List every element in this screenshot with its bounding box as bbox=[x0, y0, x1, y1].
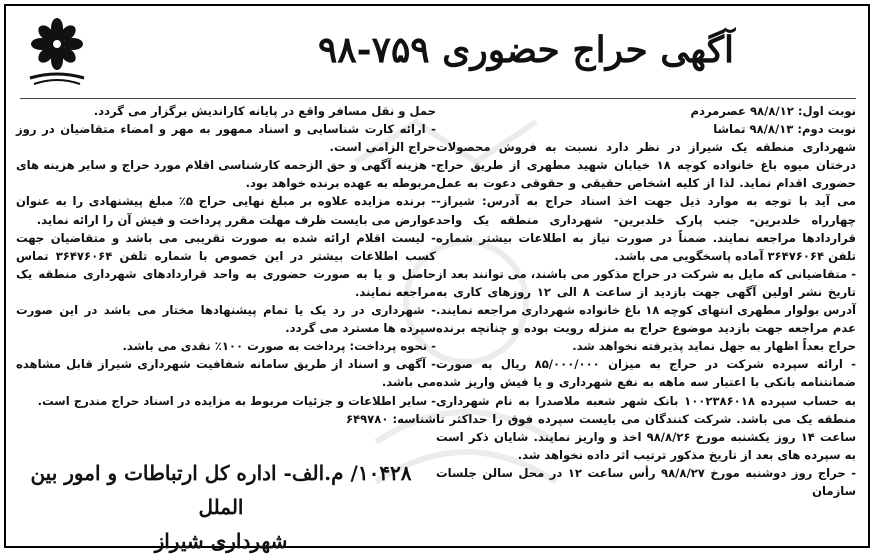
left-text-column bbox=[16, 102, 436, 428]
venue-continuation: حمل و نقل مسافر واقع در پایانه کاراندیش برگزار می گردد. bbox=[93, 104, 436, 118]
rejection-item: - شهرداری در رد یک یا تمام پیشنهادها مختار می باشد در این صورت سپرده ها مسترد می گردد. bbox=[16, 303, 436, 336]
signature-line-1: ۱۰۴۲۸/ م.الف- اداره کل ارتباطات و امور بین الملل bbox=[30, 461, 412, 519]
deposit-paragraph: - ارائه سپرده شرکت در حراج به میزان ۸۵/۰۰۰/۰۰۰ ریال به صورت ضمانتنامه بانکی با اعتبار سه ماهه به نفع شهرداری و یا فیش واریز شده به حساب سپرده ۱۰۰۲۳۸۶۰۱۸ بانک شهر شعبه ملاصدرا به نام شهرداری منطقه یک می باشد. شرکت کنندگان می بایست سپرده فوق را حداکثر تا ساعت ۱۴ روز یکشنبه مورخ ۹۸/۸/۲۶ اخذ و واریز نمایند. شایان ذکر است به سپرده های بعد از تاریخ مذکور ترتیب اثر داده نخواهد شد. bbox=[436, 357, 857, 462]
visit-paragraph: - متقاضیانی که مایل به شرکت در حراج مذکور می باشند، می توانند بعد از تاریخ نشر اولین آگهی جهت بازدید از ساعت ۸ الی ۱۲ روزهای کاری به آدرس بولوار مطهری انتهای کوچه ۱۸ باغ خانواده شهرداری مراجعه نمایند. عدم مراجعه جهت بازدید موضوع حراج به منزله رویت بوده و چنانچه برنده حراج بعداً اظهار به جهل نماید پذیرفته نخواهد شد. bbox=[436, 266, 856, 354]
second-notice-date: نوبت دوم: ۹۸/۸/۱۳ تماشا bbox=[713, 122, 856, 137]
ad-header bbox=[6, 6, 868, 98]
items-list-item: - لیست اقلام ارائه شده به صورت تقریبی می باشد و متقاضیان جهت کسب اطلاعات بیشتر در این خصوص با شماره تلفن ۳۶۴۷۶۰۶۴ تماس حاصل و یا به صورت حضوری به واحد قراردادهای شهرداری منطقه یک مراجعه نمایند. bbox=[16, 230, 437, 299]
intro-paragraph: شهرداری منطقه یک شیراز در نظر دارد نسبت به فروش محصولات درختان میوه باغ خانواده کوچه ۱۸ خیابان شهید مطهری از طریق حراج حضوری اقدام نماید. لذا از کلیه اشخاص حقیقی و حقوقی دعوت به عمل می آید با توجه به موارد ذیل جهت اخذ اسناد حراج به آدرس: شیراز- چهارراه خلدبرین- جنب پارک خلدبرین- شهرداری منطقه یک واحد قراردادها مراجعه نمایند. ضمناً در صورت نیاز به اطلاعات بیشتر شماره تلفن ۳۶۴۷۶۰۶۴ آماده پاسخگویی می باشد. bbox=[436, 140, 856, 263]
auction-date-paragraph: - حراج روز دوشنبه مورخ ۹۸/۸/۲۷ رأس ساعت ۱۲ در محل سالن جلسات سازمان bbox=[436, 465, 857, 498]
id-card-item: - ارائه کارت شناسایی و اسناد ممهور به مهر و امضاء متقاضیان در روز حراج الزامی است. bbox=[16, 122, 436, 155]
shiraz-municipality-emblem-icon bbox=[20, 14, 94, 88]
transparency-item: - آگهی و اسناد از طریق سامانه شفافیت شهرداری شیراز قابل مشاهده می باشد. bbox=[16, 357, 436, 390]
costs-item: - هزینه آگهی و حق الزحمه کارشناسی اقلام مورد حراج و سایر هزینه های مربوطه به عهده برنده خواهد بود. bbox=[16, 158, 436, 191]
ad-identifier: شناسه: ۶۴۹۷۸۰ bbox=[345, 411, 436, 426]
title-divider bbox=[20, 98, 856, 99]
ad-title: آگهی حراج حضوری ۷۵۹-۹۸ bbox=[318, 29, 734, 71]
winner-fee-item: - برنده مزایده علاوه بر مبلغ نهایی حراج ۵٪ مبلغ پیشنهادی را به عنوان عوارض می بایست ظرف مهلت مقرر پرداخت و فیش آن را ارائه نماید. bbox=[16, 194, 436, 227]
payment-item: - نحوه پرداخت: پرداخت به صورت ۱۰۰٪ نقدی می باشد. bbox=[122, 339, 436, 354]
first-notice-date: نوبت اول: ۹۸/۸/۱۲ عصرمردم bbox=[690, 104, 856, 118]
signature-block bbox=[16, 456, 426, 558]
ad-frame bbox=[4, 4, 870, 553]
right-text-column bbox=[436, 102, 856, 500]
signature-line-2: شهرداری شیراز bbox=[154, 529, 288, 553]
other-info-item: - سایر اطلاعات و جزئیات مربوط به مزایده در اسناد حراج مندرج است. bbox=[37, 393, 436, 408]
